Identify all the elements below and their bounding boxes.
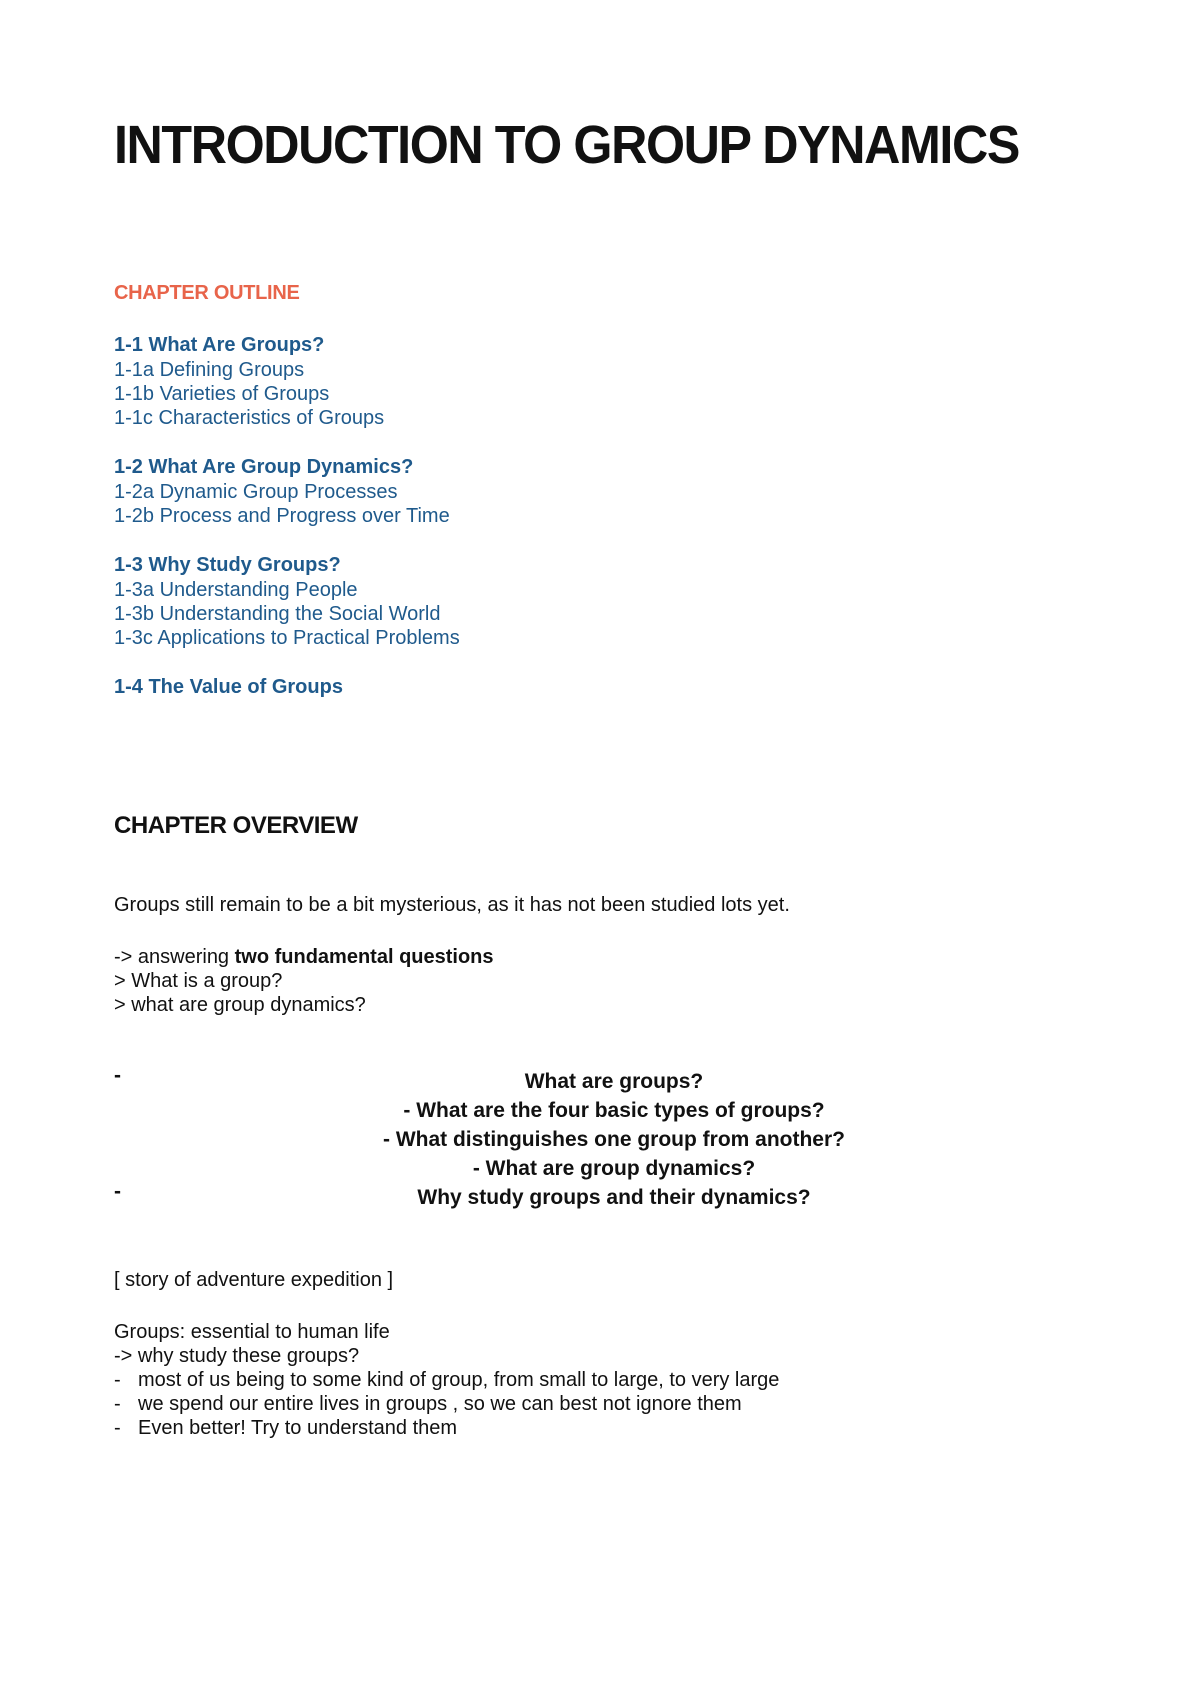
outline-section — [114, 552, 460, 650]
key-question-text: Why study groups and their dynamics? — [417, 1186, 811, 1209]
bullet-text: Even better! Try to understand them — [138, 1417, 458, 1439]
outline-section — [114, 332, 460, 430]
reasons-bullet-list — [114, 1368, 779, 1440]
key-question — [114, 1128, 1114, 1157]
question-line: > What is a group? — [114, 970, 283, 992]
answering-line — [114, 945, 494, 969]
bullet-text: most of us being to some kind of group, from small to large, to very large — [138, 1369, 780, 1391]
outline-subsection: 1-1b Varieties of Groups — [114, 383, 330, 405]
chapter-outline-list — [114, 332, 460, 724]
outline-section-title: 1-1 What Are Groups? — [114, 334, 325, 356]
key-question-text: - What are group dynamics? — [472, 1157, 756, 1180]
outline-section — [114, 454, 460, 528]
key-question — [114, 1099, 1114, 1128]
fundamental-questions-block — [114, 945, 494, 1017]
key-questions-list — [114, 1064, 1114, 1215]
key-question-dash: - — [114, 1064, 121, 1087]
story-note: [ story of adventure expedition ] — [114, 1269, 394, 1291]
outline-subsection: 1-3a Understanding People — [114, 579, 358, 601]
outline-subsection: 1-3c Applications to Practical Problems — [114, 627, 460, 649]
outline-subsection: 1-3b Understanding the Social World — [114, 603, 441, 625]
answering-emphasis: two fundamental questions — [234, 946, 494, 968]
document-title: INTRODUCTION TO GROUP DYNAMICS — [114, 115, 1019, 175]
key-question-text: - What distinguishes one group from another? — [383, 1128, 845, 1151]
outline-subsection: 1-2a Dynamic Group Processes — [114, 481, 398, 503]
bullet-item — [114, 1392, 779, 1416]
chapter-outline-heading: CHAPTER OUTLINE — [114, 282, 300, 304]
bullet-mark: - — [114, 1369, 121, 1391]
essential-line: Groups: essential to human life — [114, 1321, 390, 1343]
outline-subsection: 1-1a Defining Groups — [114, 359, 305, 381]
outline-section-title: 1-4 The Value of Groups — [114, 676, 343, 698]
outline-section-title: 1-3 Why Study Groups? — [114, 554, 341, 576]
bullet-item — [114, 1368, 779, 1392]
bullet-item — [114, 1416, 779, 1440]
bullet-mark: - — [114, 1393, 121, 1415]
key-question — [114, 1157, 1114, 1186]
why-study-line: -> why study these groups? — [114, 1345, 360, 1367]
key-question — [114, 1180, 1114, 1215]
key-question-dash: - — [114, 1180, 121, 1203]
answering-prefix: -> answering — [114, 946, 235, 968]
key-question-text: - What are the four basic types of groups? — [403, 1099, 825, 1122]
essential-block — [114, 1320, 390, 1368]
bullet-text: we spend our entire lives in groups , so we can best not ignore them — [138, 1393, 742, 1415]
overview-intro-text: Groups still remain to be a bit mysterious, as it has not been studied lots yet. — [114, 894, 790, 916]
outline-subsection: 1-2b Process and Progress over Time — [114, 505, 450, 527]
key-question-text: What are groups? — [524, 1070, 704, 1093]
outline-subsection: 1-1c Characteristics of Groups — [114, 407, 385, 429]
outline-section-title: 1-2 What Are Group Dynamics? — [114, 456, 414, 478]
outline-section — [114, 674, 460, 700]
question-line: > what are group dynamics? — [114, 994, 366, 1016]
chapter-overview-heading: CHAPTER OVERVIEW — [114, 812, 358, 839]
key-question — [114, 1064, 1114, 1099]
bullet-mark: - — [114, 1417, 121, 1439]
